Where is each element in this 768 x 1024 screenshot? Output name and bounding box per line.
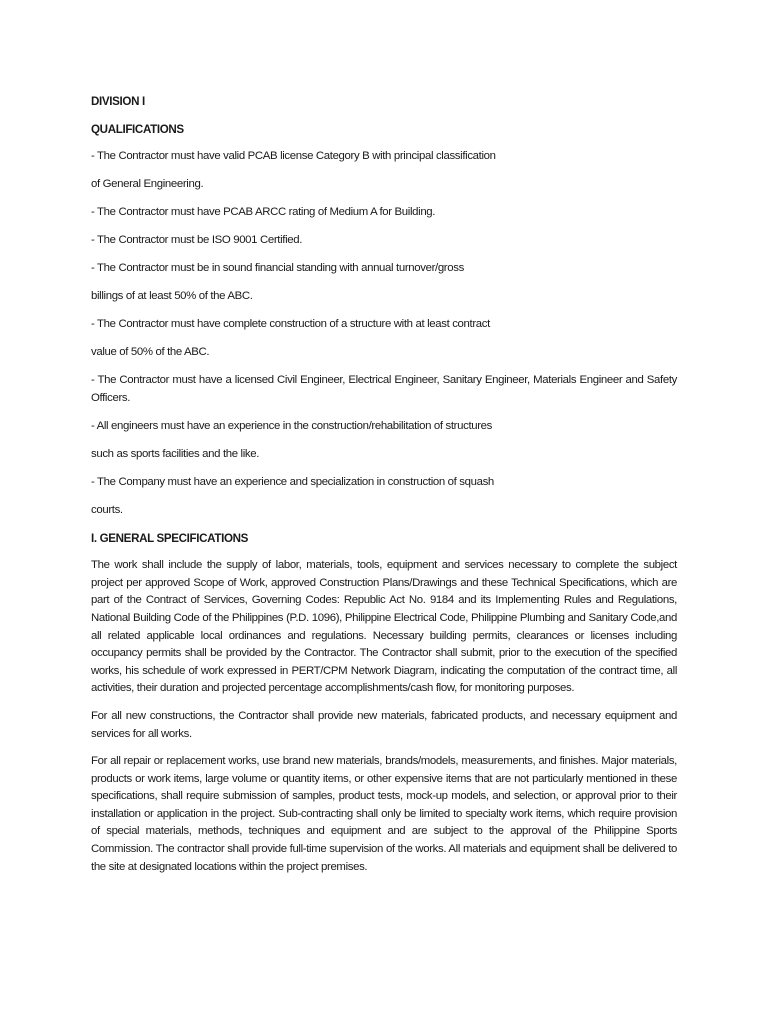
general-specifications-heading: I. GENERAL SPECIFICATIONS: [91, 531, 249, 545]
qualification-line: - The Contractor must have complete construction of a structure with at least contract: [91, 318, 490, 331]
qualification-line: such as sports facilities and the like.: [91, 447, 260, 460]
qualifications-heading: QUALIFICATIONS: [91, 122, 184, 136]
qualification-line: courts.: [91, 503, 123, 516]
qualification-line: value of 50% of the ABC.: [91, 346, 210, 359]
qualification-line: of General Engineering.: [91, 178, 204, 191]
specification-paragraph: The work shall include the supply of labor, materials, tools, equipment and services necessary to complete the subject project per approved Scope of Work, approved Construction Plans/Drawings and these Technical Specifications, which are part of the Contract of Services, Governing Codes: Republic Act No. 9184 and its Implementing Rules and Regulations, National Building Code of the Philippines (P.D. 1096), Philippine Electrical Code, Philippine Plumbing and Sanitary Code,and all related applicable local ordinances and regulations. Necessary building permits, clearances or licenses including occupancy permits shall be provided by the Contractor. The Contractor shall submit, prior to the execution of the specified works, his schedule of work expressed in PERT/CPM Network Diagram, indicating the computation of the contract time, all activities, their duration and projected percentage accomplishments/cash flow, for monitoring purposes.: [91, 559, 677, 695]
qualification-line: - The Contractor must have PCAB ARCC rating of Medium A for Building.: [91, 206, 436, 219]
qualification-line: - The Company must have an experience and specialization in construction of squash: [91, 475, 494, 488]
specification-paragraph: For all repair or replacement works, use brand new materials, brands/models, measurements, and finishes. Major materials, products or work items, large volume or quantity items, or other expensive items that are not particularly mentioned in these specifications, shall require submission of samples, product tests, mock-up models, and selection, or approval prior to their installation or application in the project. Sub-contracting shall only be limited to specialty work items, which require provision of special materials, methods, techniques and equipment and are subject to the approval of the Philippine Sports Commission. The contractor shall provide full-time supervision of the works. All materials and equipment shall be delivered to the site at designated locations within the project premises.: [91, 755, 677, 873]
qualification-line: - The Contractor must have valid PCAB license Category B with principal classification: [91, 150, 496, 163]
qualification-line: - All engineers must have an experience in the construction/rehabilitation of structures: [91, 419, 493, 432]
qualification-line: - The Contractor must be ISO 9001 Certified.: [91, 234, 303, 247]
qualification-line: - The Contractor must have a licensed Civil Engineer, Electrical Engineer, Sanitary Engineer, Materials Engineer and Safety Officers.: [91, 374, 677, 404]
qualification-line: billings of at least 50% of the ABC.: [91, 290, 253, 303]
document-body: [91, 93, 677, 886]
specification-paragraph: For all new constructions, the Contractor shall provide new materials, fabricated products, and necessary equipment and services for all works.: [91, 709, 677, 740]
qualification-line: - The Contractor must be in sound financial standing with annual turnover/gross: [91, 262, 464, 275]
division-heading: DIVISION I: [91, 95, 145, 108]
